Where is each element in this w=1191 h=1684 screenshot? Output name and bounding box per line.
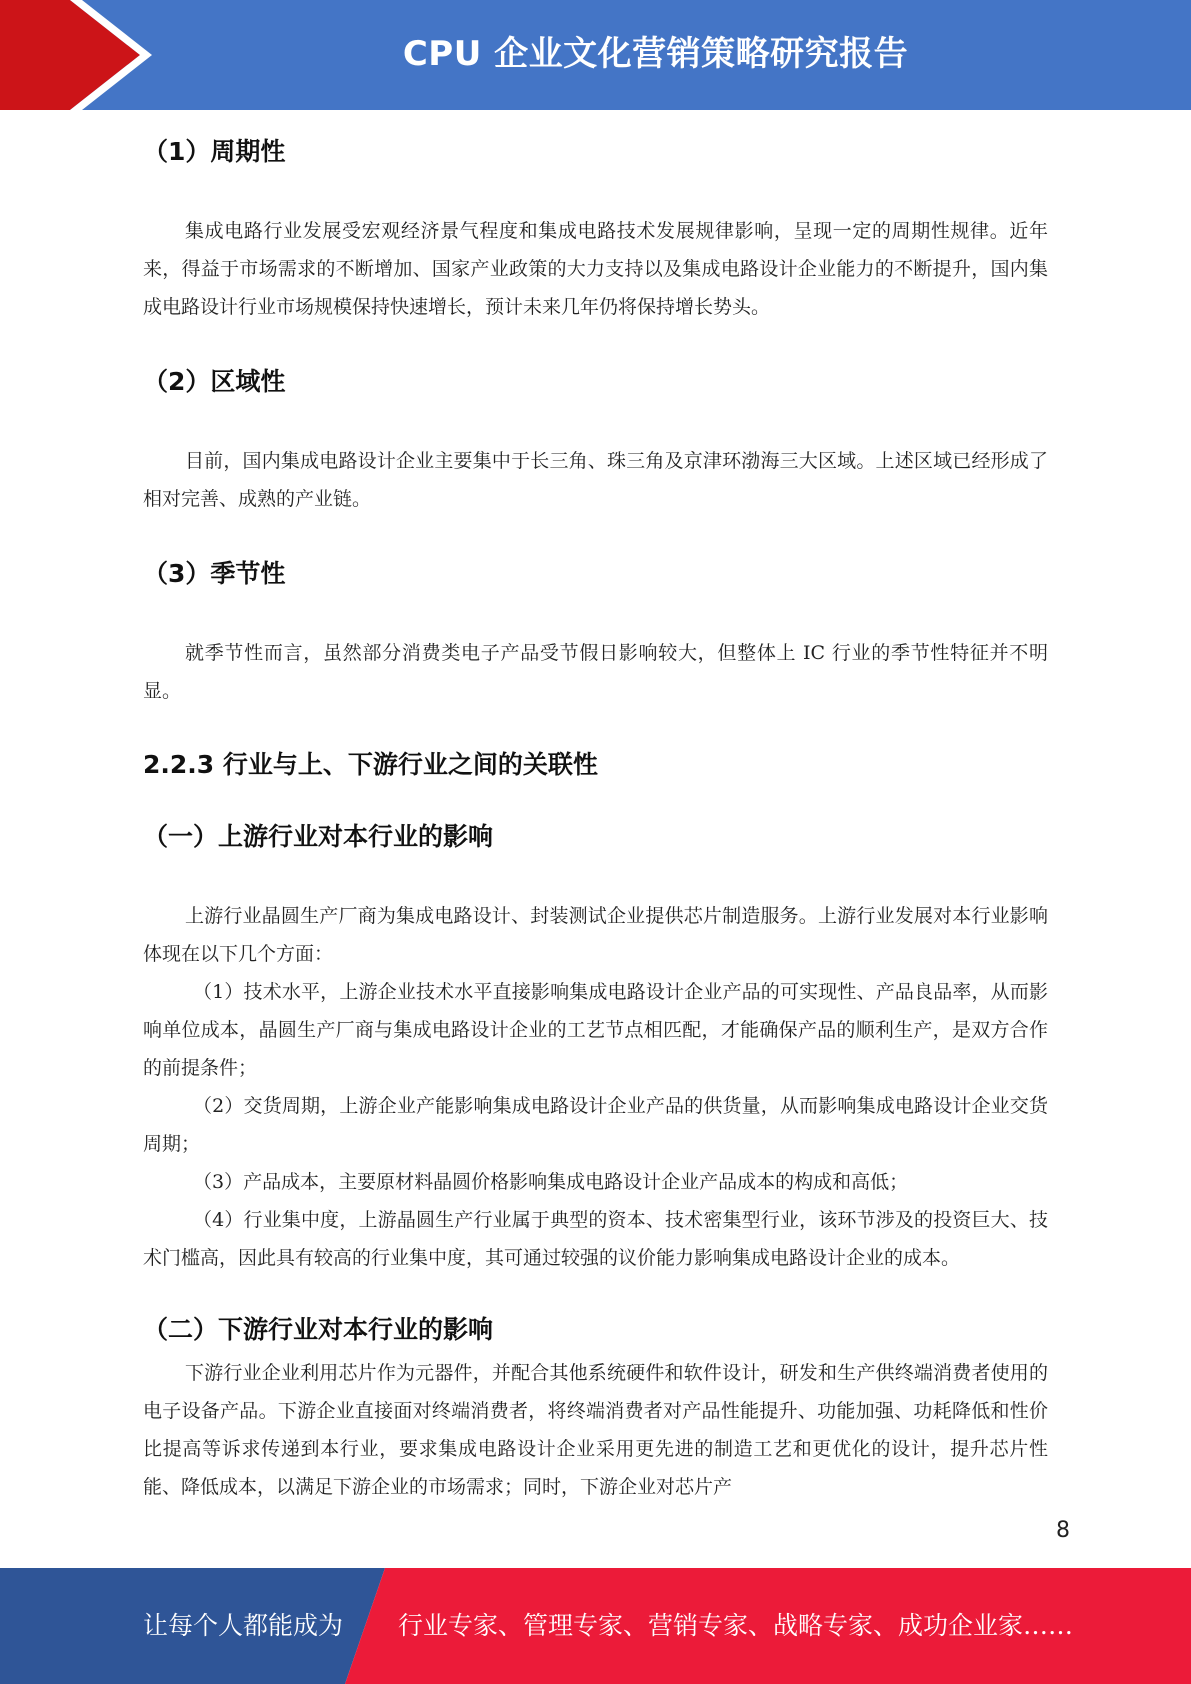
paragraph-cyclicality: 集成电路行业发展受宏观经济景气程度和集成电路技术发展规律影响，呈现一定的周期性规律。近年来，得益于市场需求的不断增加、国家产业政策的大力支持以及集成电路设计企业能力的不断提升，国内集成电路设计行业市场规模保持快速增长，预计未来几年仍将保持增长势头。 [143,220,1048,318]
upstream-point-1: （1）技术水平，上游企业技术水平直接影响集成电路设计企业产品的可实现性、产品良品率，从而影响单位成本，晶圆生产厂商与集成电路设计企业的工艺节点相匹配，才能确保产品的顺利生产，是双方合作的前提条件； [143,981,1048,1079]
footer-slogan-right: 行业专家、管理专家、营销专家、战略专家、成功企业家…… [398,1611,1074,1640]
paragraph-downstream: 下游行业企业利用芯片作为元器件，并配合其他系统硬件和软件设计，研发和生产供终端消费者使用的电子设备产品。下游企业直接面对终端消费者，将终端消费者对产品性能提升、功能加强、功耗降低和性价比提高等诉求传递到本行业，要求集成电路设计企业采用更先进的制造工艺和更优化的设计，提升芯片性能、降低成本，以满足下游企业的市场需求；同时，下游企业对芯片产 [143,1362,1048,1498]
heading-industry-correlation: 2.2.3 行业与上、下游行业之间的关联性 [143,750,598,779]
upstream-point-3: （3）产品成本，主要原材料晶圆价格影响集成电路设计企业产品成本的构成和高低； [193,1171,909,1193]
document-title: CPU 企业文化营销策略研究报告 [402,34,909,74]
page-header [0,0,1191,110]
heading-downstream-impact: （二）下游行业对本行业的影响 [143,1315,494,1344]
paragraph-upstream-intro: 上游行业晶圆生产厂商为集成电路设计、封装测试企业提供芯片制造服务。上游行业发展对本行业影响体现在以下几个方面： [143,905,1048,965]
page-number: 8 [1056,1518,1070,1543]
heading-seasonality: （3）季节性 [143,559,286,588]
heading-regionality: （2）区域性 [143,367,286,396]
page-footer [0,1568,1191,1684]
heading-cyclicality: （1）周期性 [143,137,286,166]
header-chevron-decoration [0,0,160,110]
paragraph-regionality: 目前，国内集成电路设计企业主要集中于长三角、珠三角及京津环渤海三大区域。上述区域已经形成了相对完善、成熟的产业链。 [143,450,1048,510]
header-chevron-red [0,0,140,110]
footer-slogan-left: 让每个人都能成为 [143,1611,344,1640]
paragraph-seasonality: 就季节性而言，虽然部分消费类电子产品受节假日影响较大，但整体上 IC 行业的季节性特征并不明显。 [143,642,1048,702]
upstream-point-2: （2）交货周期，上游企业产能影响集成电路设计企业产品的供货量，从而影响集成电路设计企业交货周期； [143,1095,1048,1155]
upstream-point-4: （4）行业集中度，上游晶圆生产行业属于典型的资本、技术密集型行业，该环节涉及的投资巨大、技术门槛高，因此具有较高的行业集中度，其可通过较强的议价能力影响集成电路设计企业的成本。 [143,1209,1048,1269]
heading-upstream-impact: （一）上游行业对本行业的影响 [143,822,494,851]
